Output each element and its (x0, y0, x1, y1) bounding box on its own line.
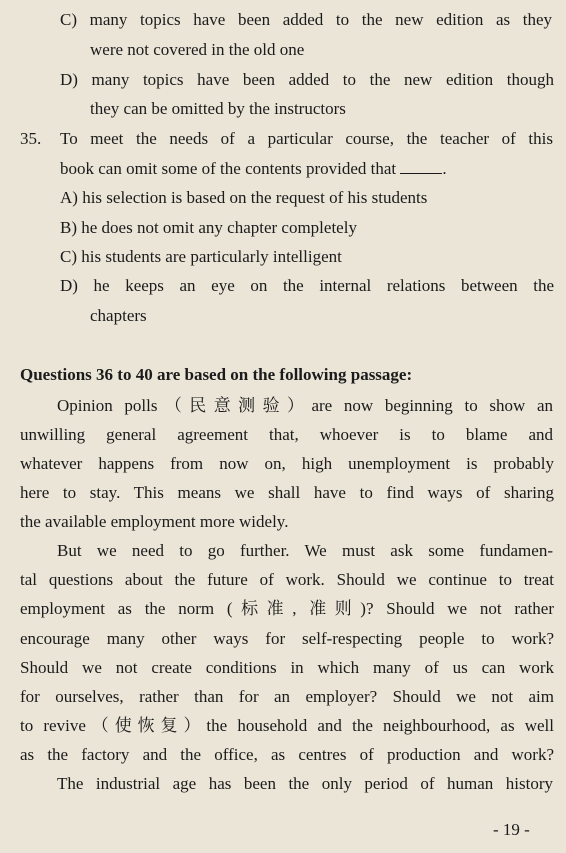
passage-line: here to stay. This means we shall have to find ways of sharing (20, 483, 554, 502)
q35-option-b: B) he does not omit any chapter completely (60, 218, 357, 237)
passage-line: The industrial age has been the only period of human history (57, 774, 553, 793)
q35-option-a: A) his selection is based on the request of his students (60, 188, 428, 207)
passage-line: the available employment more widely. (20, 512, 289, 531)
passage-line: unwilling general agreement that, whoever is to blame and (20, 425, 553, 444)
q35-option-d-line1: D) he keeps an eye on the internal relations between the (60, 276, 554, 295)
q35-stem-line2-text: book can omit some of the contents provided that (60, 159, 397, 178)
answer-blank (400, 159, 442, 174)
passage-line: Opinion polls（民意测验）are now beginning to show an (57, 396, 553, 415)
passage-line: Should we not create conditions in which many of us can work (20, 658, 554, 677)
passage-line: But we need to go further. We must ask some fundamen- (57, 541, 553, 560)
passage-line: to revive（使恢复）the household and the neighbourhood, as well (20, 716, 554, 735)
q35-stem-line2 (60, 159, 447, 179)
page-number: - 19 - (493, 820, 530, 839)
passage-line: employment as the norm (标准, 准则)? Should we not rather (20, 599, 554, 618)
passage-heading: Questions 36 to 40 are based on the following passage: (20, 365, 413, 384)
q34-option-c-line2: were not covered in the old one (90, 40, 305, 59)
q34-option-d-line2: they can be omitted by the instructors (90, 99, 346, 118)
q34-option-c-line1: C) many topics have been added to the new edition as they (60, 10, 552, 29)
passage-line: as the factory and the office, as centres of production and work? (20, 745, 554, 764)
passage-line: for ourselves, rather than for an employer? Should we not aim (20, 687, 554, 706)
passage-line: tal questions about the future of work. Should we continue to treat (20, 570, 554, 589)
passage-line: encourage many other ways for self-respecting people to work? (20, 629, 554, 648)
q35-stem-line1: To meet the needs of a particular course, the teacher of this (60, 129, 553, 148)
q35-option-d-line2: chapters (90, 306, 147, 325)
q35-option-c: C) his students are particularly intelligent (60, 247, 342, 266)
passage-line: whatever happens from now on, high unemployment is probably (20, 454, 554, 473)
q34-option-d-line1: D) many topics have been added to the new edition though (60, 70, 554, 89)
q35-stem-line2-end: . (442, 159, 447, 178)
q35-number: 35. (20, 129, 42, 148)
